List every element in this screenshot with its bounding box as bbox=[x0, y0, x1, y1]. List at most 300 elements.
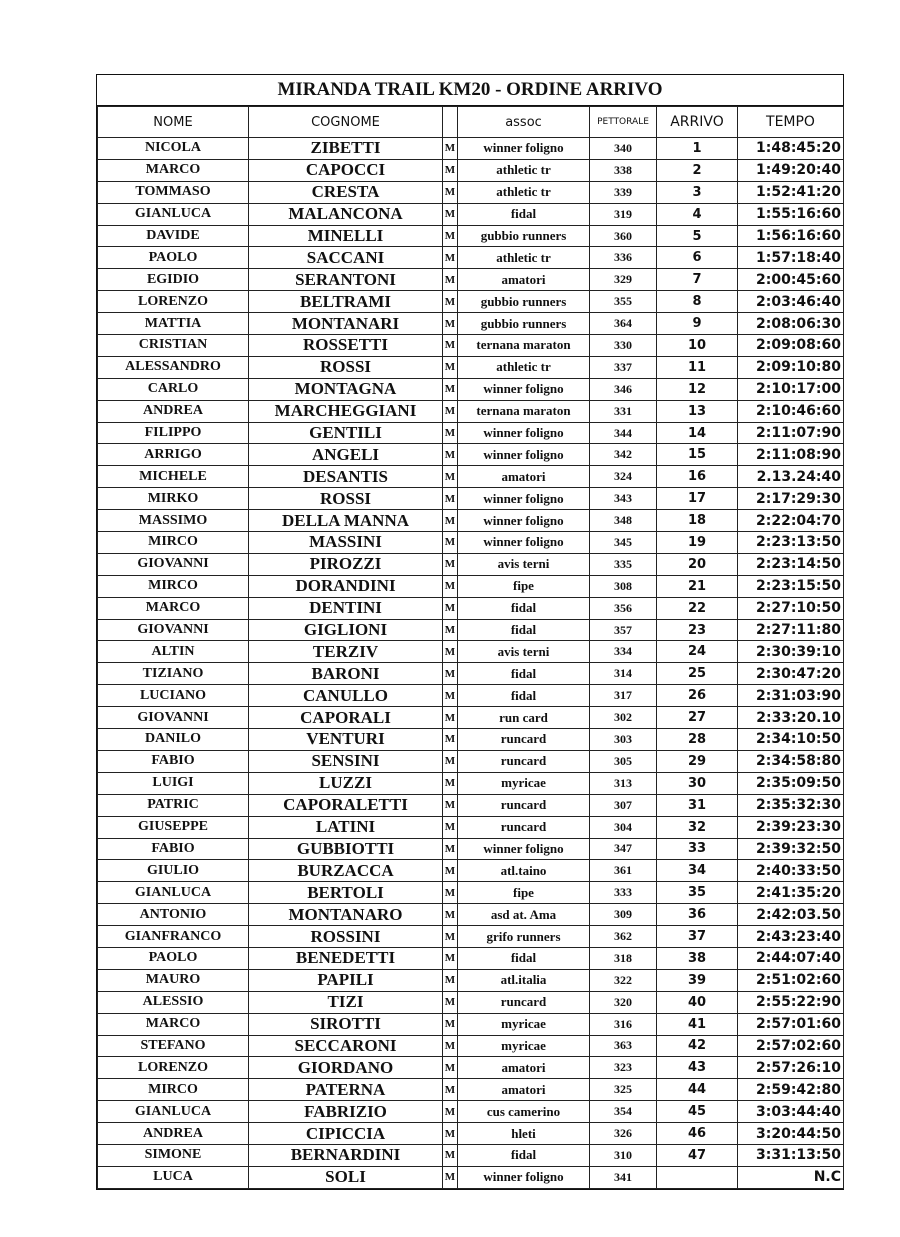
cell-pettorale: 326 bbox=[590, 1123, 657, 1145]
cell-nome: DAVIDE bbox=[98, 225, 249, 247]
cell-nome: SIMONE bbox=[98, 1144, 249, 1166]
cell-sex: M bbox=[443, 991, 458, 1013]
cell-nome: MIRCO bbox=[98, 532, 249, 554]
cell-tempo: 2:30:39:10 bbox=[738, 641, 844, 663]
table-row bbox=[98, 991, 844, 1013]
cell-tempo: 3:20:44:50 bbox=[738, 1123, 844, 1145]
cell-arrivo: 15 bbox=[657, 444, 738, 466]
cell-pettorale: 333 bbox=[590, 882, 657, 904]
cell-arrivo: 36 bbox=[657, 904, 738, 926]
cell-sex: M bbox=[443, 750, 458, 772]
cell-arrivo: 47 bbox=[657, 1144, 738, 1166]
cell-pettorale: 318 bbox=[590, 947, 657, 969]
cell-cognome: GUBBIOTTI bbox=[249, 838, 443, 860]
cell-cognome: MINELLI bbox=[249, 225, 443, 247]
cell-arrivo: 5 bbox=[657, 225, 738, 247]
cell-assoc: gubbio runners bbox=[458, 291, 590, 313]
cell-nome: GIOVANNI bbox=[98, 707, 249, 729]
cell-tempo: 2:23:13:50 bbox=[738, 532, 844, 554]
cell-cognome: PAPILI bbox=[249, 969, 443, 991]
cell-assoc: runcard bbox=[458, 816, 590, 838]
cell-cognome: LATINI bbox=[249, 816, 443, 838]
cell-cognome: GIORDANO bbox=[249, 1057, 443, 1079]
cell-assoc: myricae bbox=[458, 1013, 590, 1035]
cell-tempo: 2:57:26:10 bbox=[738, 1057, 844, 1079]
cell-tempo: 2:40:33:50 bbox=[738, 860, 844, 882]
cell-arrivo: 9 bbox=[657, 313, 738, 335]
cell-sex: M bbox=[443, 619, 458, 641]
cell-pettorale: 337 bbox=[590, 356, 657, 378]
cell-tempo: 2:35:09:50 bbox=[738, 772, 844, 794]
cell-assoc: winner foligno bbox=[458, 1166, 590, 1188]
table-row bbox=[98, 225, 844, 247]
cell-tempo: 1:52:41:20 bbox=[738, 181, 844, 203]
cell-arrivo: 20 bbox=[657, 553, 738, 575]
cell-pettorale: 336 bbox=[590, 247, 657, 269]
cell-cognome: SIROTTI bbox=[249, 1013, 443, 1035]
cell-pettorale: 307 bbox=[590, 794, 657, 816]
table-row bbox=[98, 1144, 844, 1166]
cell-pettorale: 319 bbox=[590, 203, 657, 225]
cell-cognome: MONTANARO bbox=[249, 904, 443, 926]
cell-arrivo: 32 bbox=[657, 816, 738, 838]
cell-arrivo: 43 bbox=[657, 1057, 738, 1079]
cell-sex: M bbox=[443, 1079, 458, 1101]
table-row bbox=[98, 159, 844, 181]
table-row bbox=[98, 1057, 844, 1079]
cell-arrivo: 2 bbox=[657, 159, 738, 181]
cell-tempo: 2:44:07:40 bbox=[738, 947, 844, 969]
cell-pettorale: 347 bbox=[590, 838, 657, 860]
cell-sex: M bbox=[443, 663, 458, 685]
cell-assoc: winner foligno bbox=[458, 510, 590, 532]
cell-nome: MIRCO bbox=[98, 575, 249, 597]
cell-nome: GIUSEPPE bbox=[98, 816, 249, 838]
cell-sex: M bbox=[443, 335, 458, 357]
cell-cognome: MONTANARI bbox=[249, 313, 443, 335]
cell-sex: M bbox=[443, 575, 458, 597]
cell-arrivo: 31 bbox=[657, 794, 738, 816]
table-row bbox=[98, 488, 844, 510]
cell-tempo: 2:23:14:50 bbox=[738, 553, 844, 575]
cell-nome: MICHELE bbox=[98, 466, 249, 488]
cell-cognome: ROSSI bbox=[249, 356, 443, 378]
cell-pettorale: 340 bbox=[590, 138, 657, 160]
cell-arrivo: 19 bbox=[657, 532, 738, 554]
cell-pettorale: 308 bbox=[590, 575, 657, 597]
cell-sex: M bbox=[443, 641, 458, 663]
cell-arrivo: 3 bbox=[657, 181, 738, 203]
cell-assoc: winner foligno bbox=[458, 422, 590, 444]
cell-pettorale: 338 bbox=[590, 159, 657, 181]
cell-arrivo: 24 bbox=[657, 641, 738, 663]
cell-nome: MATTIA bbox=[98, 313, 249, 335]
cell-sex: M bbox=[443, 291, 458, 313]
cell-pettorale: 345 bbox=[590, 532, 657, 554]
cell-tempo: 2:55:22:90 bbox=[738, 991, 844, 1013]
table-row bbox=[98, 138, 844, 160]
cell-tempo: 2:39:23:30 bbox=[738, 816, 844, 838]
cell-assoc: amatori bbox=[458, 269, 590, 291]
cell-assoc: fidal bbox=[458, 663, 590, 685]
table-row bbox=[98, 313, 844, 335]
cell-sex: M bbox=[443, 1013, 458, 1035]
cell-nome: ARRIGO bbox=[98, 444, 249, 466]
table-row bbox=[98, 707, 844, 729]
cell-cognome: GENTILI bbox=[249, 422, 443, 444]
cell-nome: MIRCO bbox=[98, 1079, 249, 1101]
cell-cognome: CRESTA bbox=[249, 181, 443, 203]
cell-nome: PATRIC bbox=[98, 794, 249, 816]
cell-assoc: winner foligno bbox=[458, 532, 590, 554]
table-row bbox=[98, 532, 844, 554]
cell-pettorale: 334 bbox=[590, 641, 657, 663]
cell-tempo: 3:31:13:50 bbox=[738, 1144, 844, 1166]
cell-assoc: runcard bbox=[458, 794, 590, 816]
cell-nome: GIANLUCA bbox=[98, 882, 249, 904]
cell-cognome: LUZZI bbox=[249, 772, 443, 794]
cell-assoc: amatori bbox=[458, 1079, 590, 1101]
cell-sex: M bbox=[443, 422, 458, 444]
cell-nome: ANDREA bbox=[98, 1123, 249, 1145]
cell-cognome: CAPOCCI bbox=[249, 159, 443, 181]
cell-arrivo: 40 bbox=[657, 991, 738, 1013]
cell-sex: M bbox=[443, 1166, 458, 1188]
cell-sex: M bbox=[443, 882, 458, 904]
cell-assoc: fidal bbox=[458, 597, 590, 619]
cell-arrivo: 12 bbox=[657, 378, 738, 400]
cell-sex: M bbox=[443, 685, 458, 707]
document-title: MIRANDA TRAIL KM20 - ORDINE ARRIVO bbox=[97, 75, 843, 106]
cell-arrivo: 28 bbox=[657, 729, 738, 751]
cell-pettorale: 303 bbox=[590, 729, 657, 751]
cell-cognome: DESANTIS bbox=[249, 466, 443, 488]
cell-sex: M bbox=[443, 1144, 458, 1166]
cell-pettorale: 316 bbox=[590, 1013, 657, 1035]
cell-arrivo: 35 bbox=[657, 882, 738, 904]
cell-nome: MAURO bbox=[98, 969, 249, 991]
cell-pettorale: 304 bbox=[590, 816, 657, 838]
cell-tempo: 2:59:42:80 bbox=[738, 1079, 844, 1101]
cell-assoc: winner foligno bbox=[458, 488, 590, 510]
cell-assoc: fidal bbox=[458, 203, 590, 225]
table-row bbox=[98, 378, 844, 400]
cell-nome: TIZIANO bbox=[98, 663, 249, 685]
cell-tempo: 2:08:06:30 bbox=[738, 313, 844, 335]
cell-assoc: ternana maraton bbox=[458, 400, 590, 422]
cell-assoc: fidal bbox=[458, 1144, 590, 1166]
cell-arrivo: 33 bbox=[657, 838, 738, 860]
cell-nome: ANTONIO bbox=[98, 904, 249, 926]
cell-cognome: MALANCONA bbox=[249, 203, 443, 225]
cell-assoc: avis terni bbox=[458, 641, 590, 663]
cell-assoc: atl.italia bbox=[458, 969, 590, 991]
table-row bbox=[98, 575, 844, 597]
cell-cognome: ROSSETTI bbox=[249, 335, 443, 357]
cell-cognome: DORANDINI bbox=[249, 575, 443, 597]
cell-tempo: 2:09:08:60 bbox=[738, 335, 844, 357]
cell-nome: PAOLO bbox=[98, 247, 249, 269]
cell-nome: ANDREA bbox=[98, 400, 249, 422]
cell-tempo: 1:49:20:40 bbox=[738, 159, 844, 181]
table-row bbox=[98, 444, 844, 466]
cell-tempo: 1:55:16:60 bbox=[738, 203, 844, 225]
cell-cognome: MASSINI bbox=[249, 532, 443, 554]
table-row bbox=[98, 1123, 844, 1145]
cell-arrivo: 42 bbox=[657, 1035, 738, 1057]
header-row bbox=[98, 107, 844, 138]
cell-sex: M bbox=[443, 488, 458, 510]
cell-tempo: 2:11:08:90 bbox=[738, 444, 844, 466]
cell-sex: M bbox=[443, 225, 458, 247]
cell-arrivo: 11 bbox=[657, 356, 738, 378]
cell-assoc: amatori bbox=[458, 466, 590, 488]
cell-pettorale: 348 bbox=[590, 510, 657, 532]
cell-arrivo: 18 bbox=[657, 510, 738, 532]
header-pettorale: PETTORALE bbox=[590, 107, 657, 138]
cell-assoc: athletic tr bbox=[458, 181, 590, 203]
cell-nome: MARCO bbox=[98, 1013, 249, 1035]
cell-arrivo: 8 bbox=[657, 291, 738, 313]
cell-tempo: 2:41:35:20 bbox=[738, 882, 844, 904]
table-row bbox=[98, 203, 844, 225]
cell-tempo: 2:34:10:50 bbox=[738, 729, 844, 751]
cell-pettorale: 314 bbox=[590, 663, 657, 685]
cell-pettorale: 364 bbox=[590, 313, 657, 335]
cell-arrivo: 6 bbox=[657, 247, 738, 269]
table-row bbox=[98, 247, 844, 269]
cell-assoc: winner foligno bbox=[458, 138, 590, 160]
cell-arrivo: 1 bbox=[657, 138, 738, 160]
cell-pettorale: 317 bbox=[590, 685, 657, 707]
cell-arrivo: 14 bbox=[657, 422, 738, 444]
cell-tempo: 2:33:20.10 bbox=[738, 707, 844, 729]
cell-sex: M bbox=[443, 969, 458, 991]
cell-tempo: 2:57:02:60 bbox=[738, 1035, 844, 1057]
cell-sex: M bbox=[443, 729, 458, 751]
cell-assoc: fidal bbox=[458, 619, 590, 641]
table-row bbox=[98, 750, 844, 772]
cell-nome: GIULIO bbox=[98, 860, 249, 882]
cell-cognome: MARCHEGGIANI bbox=[249, 400, 443, 422]
cell-sex: M bbox=[443, 816, 458, 838]
cell-pettorale: 346 bbox=[590, 378, 657, 400]
cell-cognome: DELLA MANNA bbox=[249, 510, 443, 532]
cell-arrivo: 27 bbox=[657, 707, 738, 729]
cell-sex: M bbox=[443, 138, 458, 160]
cell-tempo: 2:09:10:80 bbox=[738, 356, 844, 378]
cell-assoc: cus camerino bbox=[458, 1101, 590, 1123]
cell-nome: LUIGI bbox=[98, 772, 249, 794]
cell-nome: CARLO bbox=[98, 378, 249, 400]
table-row bbox=[98, 926, 844, 948]
table-row bbox=[98, 663, 844, 685]
cell-cognome: CAPORALETTI bbox=[249, 794, 443, 816]
cell-nome: FABIO bbox=[98, 838, 249, 860]
table-row bbox=[98, 1035, 844, 1057]
cell-assoc: hleti bbox=[458, 1123, 590, 1145]
cell-nome: TOMMASO bbox=[98, 181, 249, 203]
cell-assoc: athletic tr bbox=[458, 159, 590, 181]
cell-pettorale: 339 bbox=[590, 181, 657, 203]
cell-assoc: asd at. Ama bbox=[458, 904, 590, 926]
table-row bbox=[98, 400, 844, 422]
cell-pettorale: 355 bbox=[590, 291, 657, 313]
cell-sex: M bbox=[443, 247, 458, 269]
cell-assoc: winner foligno bbox=[458, 838, 590, 860]
cell-cognome: SECCARONI bbox=[249, 1035, 443, 1057]
header-assoc: assoc bbox=[458, 107, 590, 138]
cell-assoc: ternana maraton bbox=[458, 335, 590, 357]
table-row bbox=[98, 597, 844, 619]
cell-assoc: myricae bbox=[458, 1035, 590, 1057]
cell-nome: LORENZO bbox=[98, 1057, 249, 1079]
cell-sex: M bbox=[443, 466, 458, 488]
cell-cognome: SOLI bbox=[249, 1166, 443, 1188]
cell-cognome: BERTOLI bbox=[249, 882, 443, 904]
cell-arrivo: 21 bbox=[657, 575, 738, 597]
cell-pettorale: 330 bbox=[590, 335, 657, 357]
cell-tempo: 2:23:15:50 bbox=[738, 575, 844, 597]
cell-nome: ALESSANDRO bbox=[98, 356, 249, 378]
cell-assoc: athletic tr bbox=[458, 356, 590, 378]
cell-pettorale: 342 bbox=[590, 444, 657, 466]
cell-nome: EGIDIO bbox=[98, 269, 249, 291]
cell-pettorale: 343 bbox=[590, 488, 657, 510]
results-body bbox=[98, 138, 844, 1189]
cell-pettorale: 356 bbox=[590, 597, 657, 619]
cell-tempo: 2:30:47:20 bbox=[738, 663, 844, 685]
cell-sex: M bbox=[443, 1057, 458, 1079]
table-row bbox=[98, 904, 844, 926]
table-row bbox=[98, 1013, 844, 1035]
table-row bbox=[98, 816, 844, 838]
cell-pettorale: 305 bbox=[590, 750, 657, 772]
cell-nome: PAOLO bbox=[98, 947, 249, 969]
cell-tempo: 2:57:01:60 bbox=[738, 1013, 844, 1035]
table-row bbox=[98, 1101, 844, 1123]
cell-pettorale: 331 bbox=[590, 400, 657, 422]
cell-cognome: TIZI bbox=[249, 991, 443, 1013]
header-cognome: COGNOME bbox=[249, 107, 443, 138]
cell-cognome: ZIBETTI bbox=[249, 138, 443, 160]
table-row bbox=[98, 685, 844, 707]
cell-tempo: 2:11:07:90 bbox=[738, 422, 844, 444]
table-row bbox=[98, 947, 844, 969]
cell-nome: LUCIANO bbox=[98, 685, 249, 707]
cell-cognome: BERNARDINI bbox=[249, 1144, 443, 1166]
cell-sex: M bbox=[443, 597, 458, 619]
cell-arrivo: 25 bbox=[657, 663, 738, 685]
cell-pettorale: 323 bbox=[590, 1057, 657, 1079]
cell-assoc: atl.taino bbox=[458, 860, 590, 882]
cell-sex: M bbox=[443, 532, 458, 554]
cell-cognome: SACCANI bbox=[249, 247, 443, 269]
cell-sex: M bbox=[443, 378, 458, 400]
cell-tempo: 2:17:29:30 bbox=[738, 488, 844, 510]
cell-arrivo: 16 bbox=[657, 466, 738, 488]
table-row bbox=[98, 794, 844, 816]
table-row bbox=[98, 356, 844, 378]
cell-cognome: BURZACCA bbox=[249, 860, 443, 882]
header-tempo: TEMPO bbox=[738, 107, 844, 138]
cell-sex: M bbox=[443, 313, 458, 335]
table-row bbox=[98, 422, 844, 444]
cell-arrivo: 26 bbox=[657, 685, 738, 707]
cell-sex: M bbox=[443, 444, 458, 466]
table-row bbox=[98, 269, 844, 291]
table-row bbox=[98, 860, 844, 882]
cell-assoc: runcard bbox=[458, 750, 590, 772]
cell-arrivo: 23 bbox=[657, 619, 738, 641]
cell-assoc: fipe bbox=[458, 575, 590, 597]
cell-tempo: 2:27:10:50 bbox=[738, 597, 844, 619]
table-row bbox=[98, 291, 844, 313]
cell-nome: DANILO bbox=[98, 729, 249, 751]
cell-nome: FABIO bbox=[98, 750, 249, 772]
cell-pettorale: 361 bbox=[590, 860, 657, 882]
cell-tempo: 2:27:11:80 bbox=[738, 619, 844, 641]
cell-assoc: run card bbox=[458, 707, 590, 729]
cell-assoc: runcard bbox=[458, 729, 590, 751]
cell-tempo: 2.13.24:40 bbox=[738, 466, 844, 488]
cell-cognome: CANULLO bbox=[249, 685, 443, 707]
cell-cognome: GIGLIONI bbox=[249, 619, 443, 641]
cell-assoc: fidal bbox=[458, 685, 590, 707]
cell-cognome: PIROZZI bbox=[249, 553, 443, 575]
cell-sex: M bbox=[443, 159, 458, 181]
cell-arrivo bbox=[657, 1166, 738, 1188]
cell-pettorale: 324 bbox=[590, 466, 657, 488]
cell-arrivo: 10 bbox=[657, 335, 738, 357]
cell-sex: M bbox=[443, 838, 458, 860]
cell-assoc: fipe bbox=[458, 882, 590, 904]
results-sheet bbox=[96, 74, 844, 1190]
cell-arrivo: 37 bbox=[657, 926, 738, 948]
cell-sex: M bbox=[443, 203, 458, 225]
table-row bbox=[98, 466, 844, 488]
cell-cognome: DENTINI bbox=[249, 597, 443, 619]
cell-sex: M bbox=[443, 926, 458, 948]
cell-sex: M bbox=[443, 707, 458, 729]
cell-tempo: 3:03:44:40 bbox=[738, 1101, 844, 1123]
cell-arrivo: 4 bbox=[657, 203, 738, 225]
cell-tempo: 2:22:04:70 bbox=[738, 510, 844, 532]
cell-pettorale: 354 bbox=[590, 1101, 657, 1123]
cell-tempo: 2:51:02:60 bbox=[738, 969, 844, 991]
cell-nome: ALTIN bbox=[98, 641, 249, 663]
cell-tempo: 2:31:03:90 bbox=[738, 685, 844, 707]
cell-nome: GIANFRANCO bbox=[98, 926, 249, 948]
cell-nome: GIOVANNI bbox=[98, 553, 249, 575]
header-sex bbox=[443, 107, 458, 138]
cell-arrivo: 13 bbox=[657, 400, 738, 422]
cell-pettorale: 309 bbox=[590, 904, 657, 926]
cell-nome: CRISTIAN bbox=[98, 335, 249, 357]
cell-cognome: CAPORALI bbox=[249, 707, 443, 729]
cell-cognome: ANGELI bbox=[249, 444, 443, 466]
cell-arrivo: 38 bbox=[657, 947, 738, 969]
cell-tempo: 1:56:16:60 bbox=[738, 225, 844, 247]
cell-pettorale: 360 bbox=[590, 225, 657, 247]
cell-nome: GIANLUCA bbox=[98, 1101, 249, 1123]
cell-assoc: grifo runners bbox=[458, 926, 590, 948]
cell-nome: GIANLUCA bbox=[98, 203, 249, 225]
cell-arrivo: 22 bbox=[657, 597, 738, 619]
cell-arrivo: 39 bbox=[657, 969, 738, 991]
cell-nome: MASSIMO bbox=[98, 510, 249, 532]
cell-tempo: 2:00:45:60 bbox=[738, 269, 844, 291]
